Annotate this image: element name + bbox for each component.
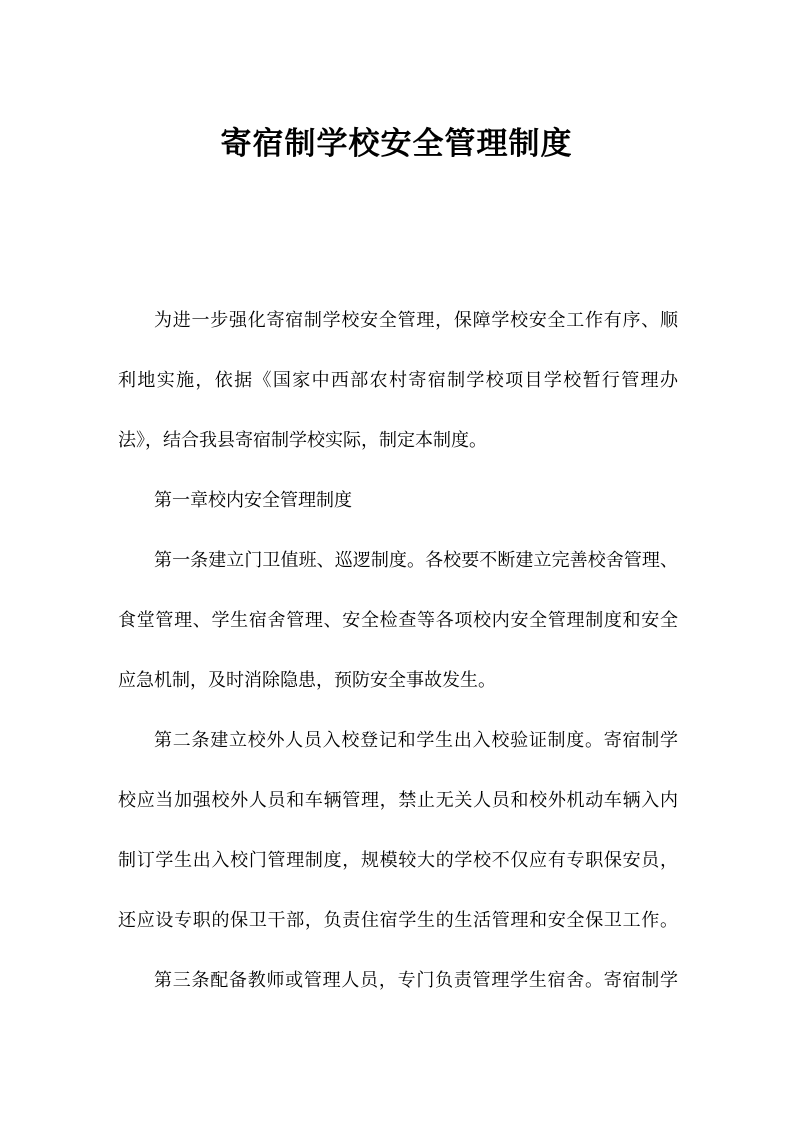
paragraph-line: 还应设专职的保卫干部，负责住宿学生的生活管理和安全保卫工作。 bbox=[118, 910, 678, 930]
document-title: 寄宿制学校安全管理制度 bbox=[220, 126, 573, 161]
paragraph-line: 法》，结合我县寄宿制学校实际，制定本制度。 bbox=[118, 430, 487, 450]
paragraph-line: 第一条建立门卫值班、巡逻制度。各校要不断建立完善校舍管理、 bbox=[154, 550, 678, 570]
paragraph-line: 制订学生出入校门管理制度，规模较大的学校不仅应有专职保安员， bbox=[118, 850, 678, 870]
chapter-heading-line: 第一章校内安全管理制度 bbox=[154, 490, 352, 510]
paragraph-line: 应急机制，及时消除隐患，预防安全事故发生。 bbox=[118, 670, 496, 690]
document-body bbox=[118, 290, 678, 1010]
paragraph-line: 利地实施，依据《国家中西部农村寄宿制学校项目学校暂行管理办 bbox=[118, 370, 678, 390]
paragraph-line: 校应当加强校外人员和车辆管理，禁止无关人员和校外机动车辆入内 bbox=[118, 790, 678, 810]
paragraph-line: 为进一步强化寄宿制学校安全管理，保障学校安全工作有序、顺 bbox=[154, 310, 678, 330]
paragraph-line: 第三条配备教师或管理人员，专门负责管理学生宿舍。寄宿制学 bbox=[154, 970, 678, 990]
paragraph-line: 食堂管理、学生宿舍管理、安全检查等各项校内安全管理制度和安全 bbox=[118, 610, 678, 630]
paragraph-line: 第二条建立校外人员入校登记和学生出入校验证制度。寄宿制学 bbox=[154, 730, 678, 750]
